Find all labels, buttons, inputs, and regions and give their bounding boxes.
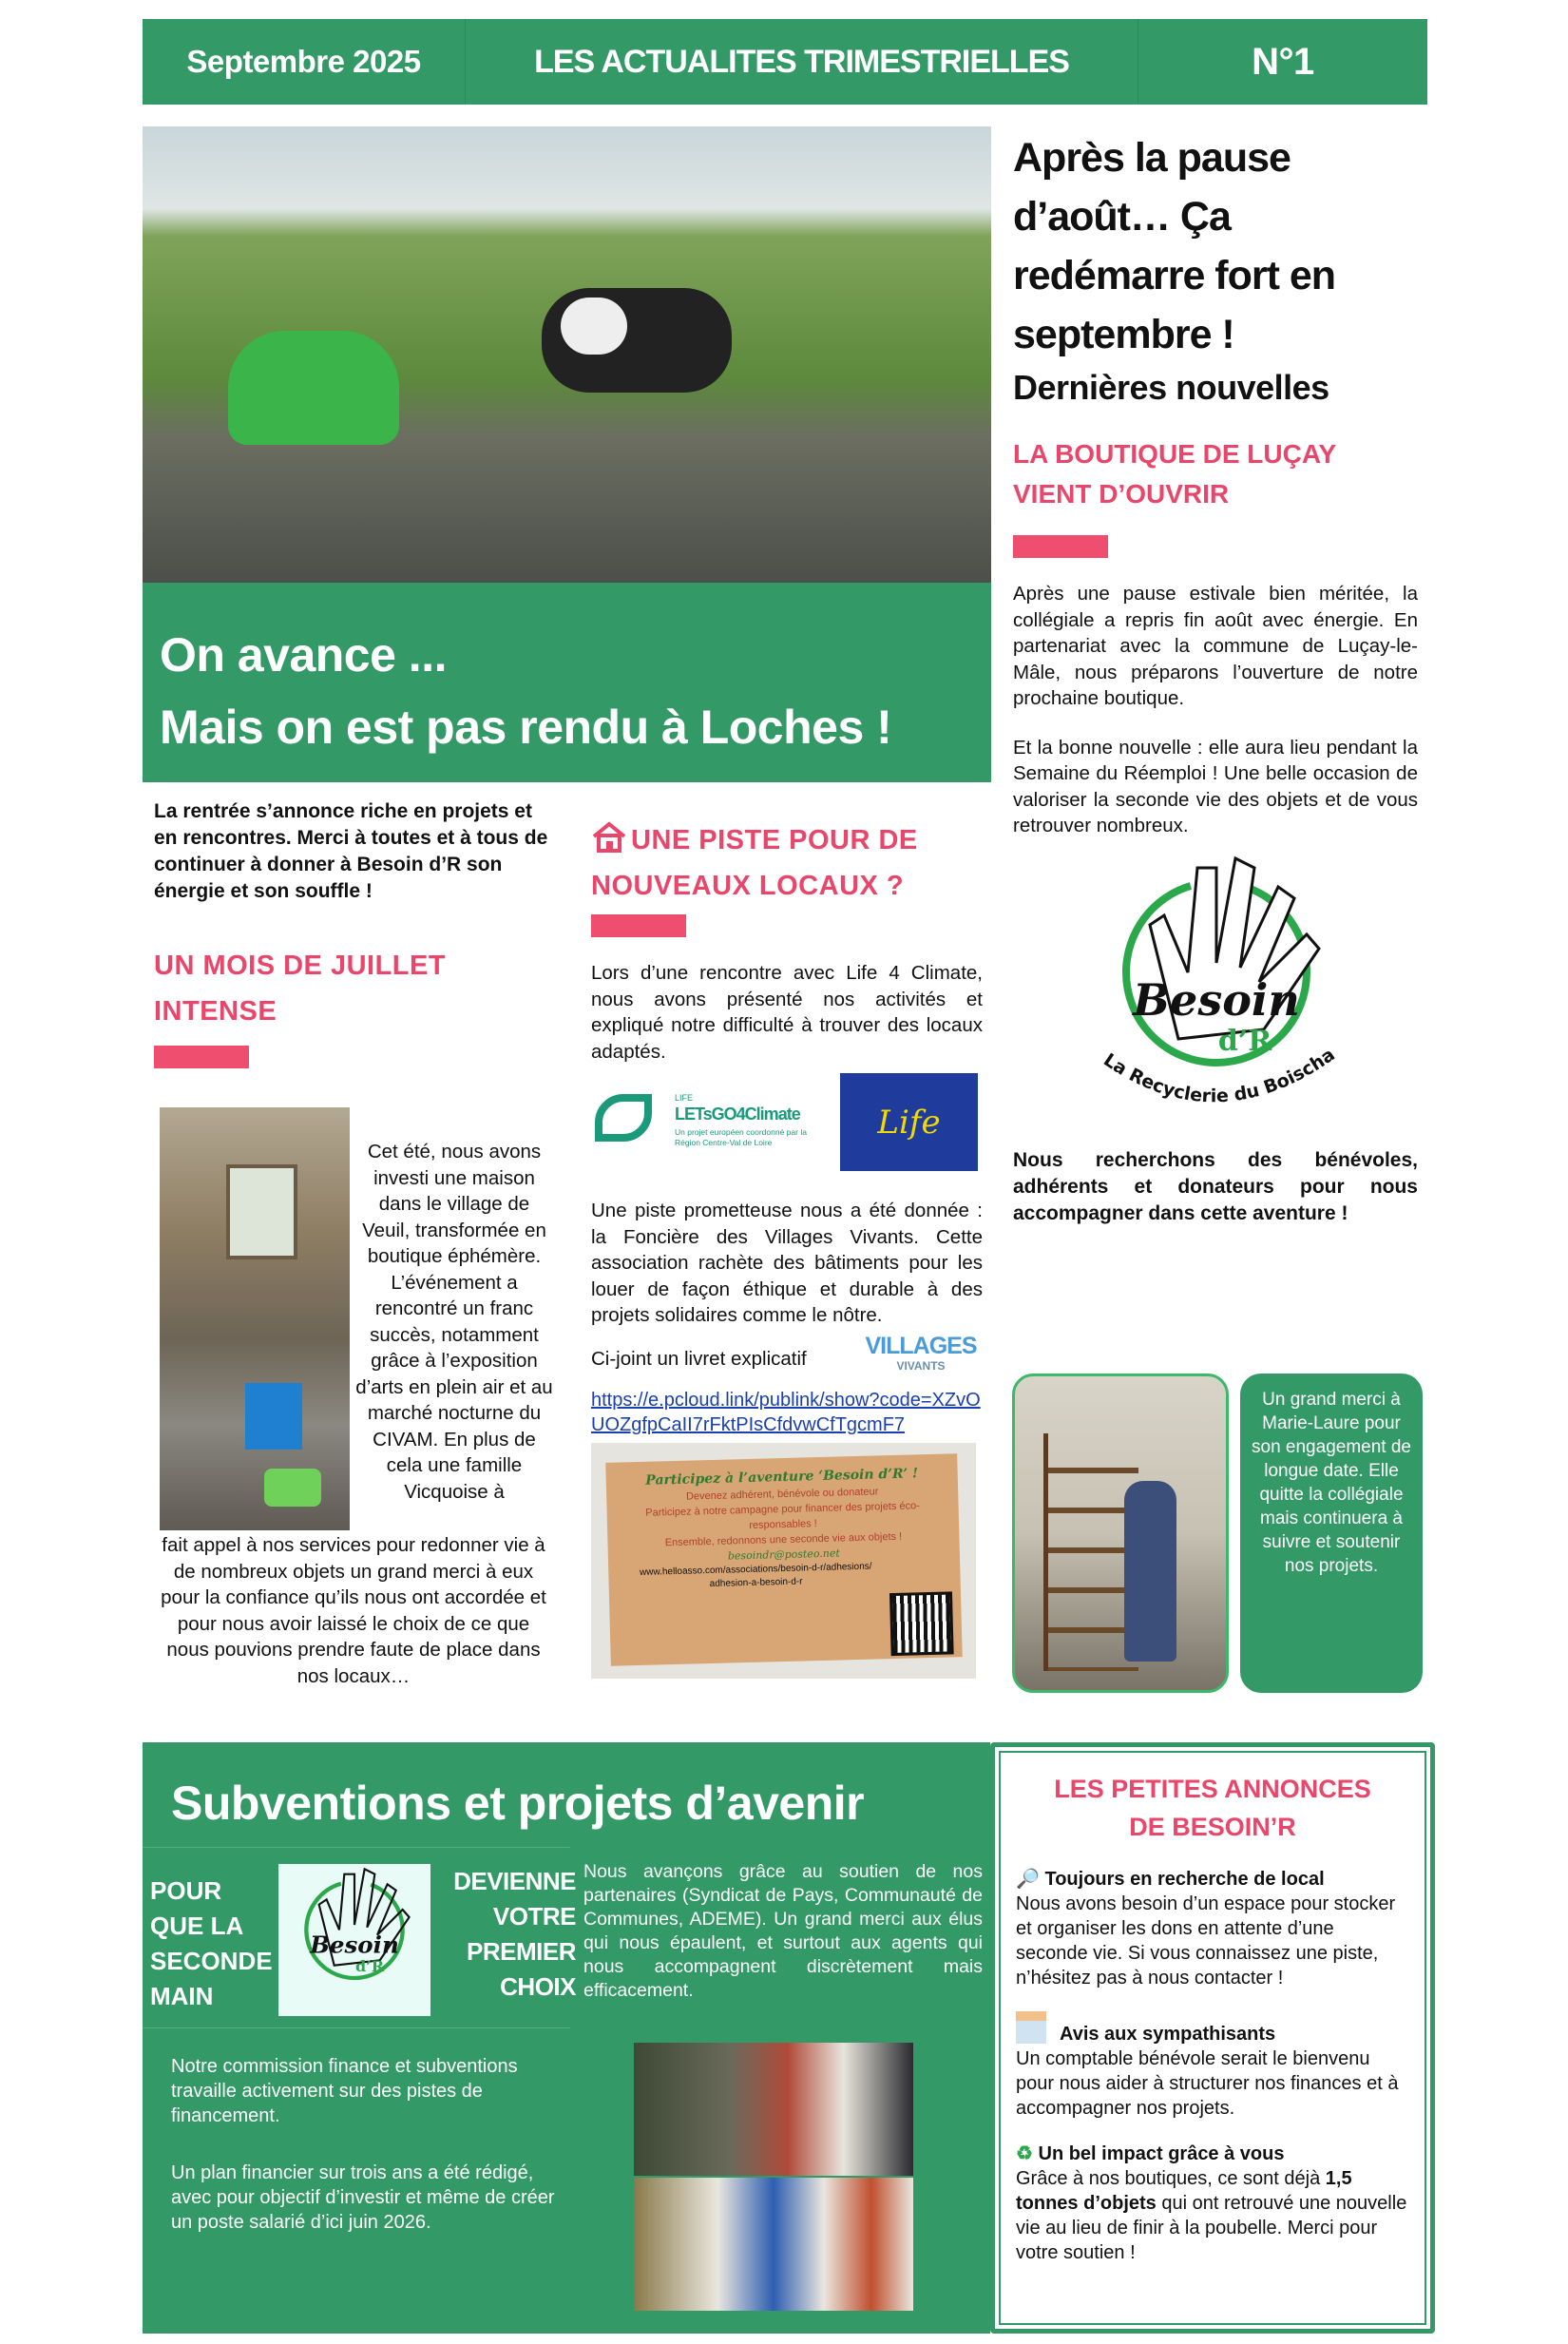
annonces-title: LES PETITES ANNONCES DE BESOIN’R <box>1054 1775 1371 1841</box>
flyer-image <box>591 1443 976 1679</box>
flyer-url: www.helloasso.com/associations/besoin-d-r/adhesions/adhesion-a-besoin-d-r <box>639 1561 872 1589</box>
toy-mower-shape <box>264 1469 321 1507</box>
boutique-heading: LA BOUTIQUE DE LUÇAY VIENT D’OUVRIR <box>1013 439 1336 509</box>
flyer-card <box>605 1453 962 1666</box>
banner-line-2: Mais on est pas rendu à Loches ! <box>160 701 892 754</box>
annonce-highlight: 1,5 tonnes d’objets <box>1016 2168 1352 2214</box>
locaux-heading <box>591 817 983 909</box>
eu-life-logo <box>840 1073 978 1171</box>
svg-text:Besoin: Besoin <box>310 1931 399 1959</box>
hero-photo-horse-cart <box>143 126 991 583</box>
divider <box>143 1847 570 1848</box>
slogan-left: POUR QUE LA SECONDE MAIN <box>150 1876 273 2010</box>
locaux-paragraph-1: Lors d’une rencontre avec Life 4 Climate, nous avons présenté nos activités et expliqué notre difficulté à trouver des locaux adaptés. <box>591 962 983 1063</box>
window-shape <box>226 1164 297 1259</box>
annonce-title: Un bel impact grâce à vous <box>1038 2143 1285 2164</box>
qr-code[interactable] <box>892 1594 951 1653</box>
house-icon <box>591 820 627 853</box>
flyer-email: besoindr@posteo.net <box>727 1546 840 1563</box>
finance-paragraph-2: Un plan financier sur trois ans a été rédigé, avec pour objectif d’investir et même de créer un poste salarié d’ici juin 2026. <box>171 2162 555 2233</box>
annonces-box <box>990 1742 1435 2334</box>
villages-vivants-logo <box>859 1333 983 1373</box>
flyer-line-3: Ensemble, redonnons une seconde vie aux objets ! <box>664 1530 903 1548</box>
person-shape <box>1124 1481 1176 1662</box>
besoin-dr-logo <box>1074 849 1359 1134</box>
left-column <box>154 798 553 1689</box>
volunteer-appeal: Nous recherchons des bénévoles, adhérents et donateurs pour nous accompagner dans cette aventure ! <box>1013 1148 1418 1224</box>
locaux-paragraph-2: Une piste prometteuse nous a été donnée : la Foncière des Villages Vivants. Cette association rachète des bâtiments pour les louer de façon éthique et durable à des projets solidaires comme le nôtre. <box>591 1200 983 1326</box>
annonce-item <box>1016 2142 1409 2265</box>
pink-divider <box>1013 535 1108 558</box>
recycling-hand-logo-icon <box>1074 849 1359 1134</box>
partners-paragraph: Nous avançons grâce au soutien de nos partenaires (Syndicat de Pays, Communauté de Communes, ADEME). Un grand merci aux élus qui nous épaulent, et surtout aux agents qui nous accompagnent discrètement mais efficacement. <box>583 1861 983 2001</box>
intro-text: La rentrée s’annonce riche en projets et en rencontres. Merci à toutes et à tous de continuer à donner à Besoin d’R son énergie et son souffle ! <box>154 800 548 902</box>
pink-divider <box>591 914 686 937</box>
partner-logos-row <box>591 1070 983 1175</box>
annonce-title: Toujours en recherche de local <box>1044 1869 1325 1890</box>
livret-link[interactable]: https://e.pcloud.link/publink/show?code=XZvOUOZgfpCaII7rFktPIsCfdvwCfTgcmF7 <box>591 1388 983 1437</box>
flyer-title: Participez à l’aventure ‘Besoin d’R’ ! <box>645 1465 919 1489</box>
right-title: Après la pause d’août… Ça redémarre fort en septembre ! <box>1013 135 1336 357</box>
blue-box-shape <box>245 1383 302 1450</box>
boutique-paragraph-1: Après une pause estivale bien méritée, la collégiale a repris fin août avec énergie. En partenariat avec la commune de Luçay-le-Mâle, nous préparons l’ouverture de notre prochaine boutique. <box>1013 583 1418 709</box>
photo-meeting-2 <box>634 2178 913 2311</box>
annonce-text: Un comptable bénévole serait le bienvenu pour nous aider à structurer nos finances et à accompagner nos projets. <box>1016 2048 1399 2119</box>
letsgo-text: LETsGO4Climate <box>675 1105 800 1124</box>
juillet-article <box>154 1105 553 1689</box>
vivants-text: VIVANTS <box>896 1358 946 1373</box>
photo-marie-laure <box>1012 1374 1229 1693</box>
right-column <box>1013 128 1418 1227</box>
annonce-text <box>1016 2166 1409 2265</box>
boutique-paragraph-2: Et la bonne nouvelle : elle aura lieu pendant la Semaine du Réemploi ! Une belle occasion de valoriser la seconde vie des objets et de vous retrouver nombreux. <box>1013 736 1418 836</box>
headline-banner <box>143 583 991 782</box>
horse-patch <box>561 298 627 355</box>
villages-text: VILLAGES <box>865 1332 977 1359</box>
svg-text:d’R: d’R <box>354 1957 385 1976</box>
annonce-title: Avis aux sympathisants <box>1060 2024 1276 2045</box>
leaf-shape <box>595 1094 652 1142</box>
juillet-text-side: Cet été, nous avons investi une maison dans le village de Veuil, transformée en boutique éphémère. L’événement a rencontré un franc succès, notamment grâce à l’exposition d’arts en plein air et au marché nocturne du CIVAM. En plus de cela une famille Vicquoise à <box>355 1141 553 1503</box>
annonce-item <box>1016 2011 1409 2121</box>
divider <box>143 2027 570 2028</box>
livret-row <box>591 1333 983 1373</box>
newsletter-header <box>143 19 1427 105</box>
pink-divider <box>154 1046 249 1068</box>
besoin-dr-small-logo <box>278 1864 430 2016</box>
svg-text:La Recyclerie du Boischaut Nor: La Recyclerie du Boischa <box>1100 1043 1339 1106</box>
banner-line-1: On avance ... <box>160 628 447 682</box>
life-small-text: LIFE <box>675 1093 694 1103</box>
magnifier-icon: 🔎 <box>1016 1869 1040 1890</box>
annonce-text-b: qui ont retrouvé une nouvelle vie au lieu de finir à la poubelle. Merci pour votre soutien ! <box>1016 2193 1407 2263</box>
right-subtitle: Dernières nouvelles <box>1013 368 1329 407</box>
svg-text:Besoin: Besoin <box>1133 973 1300 1026</box>
middle-column <box>591 817 983 1679</box>
photo-boutique-ephemere <box>160 1107 350 1530</box>
juillet-text-below: fait appel à nos services pour redonner vie à de nombreux objets un grand merci à eux pour la confiance qu’ils nous ont accordée et pour nous avoir laissé le choix de ce que nous pouvions prendre faute de place dans nos locaux… <box>161 1534 546 1687</box>
green-car-shape <box>228 331 399 445</box>
slogan-right: DEVIENNE VOTRE PREMIER CHOIX <box>453 1867 576 2001</box>
recycling-hand-logo-icon <box>278 1864 430 2016</box>
finance-paragraph-1: Notre commission finance et subventions travaille activement sur des pistes de financement. <box>171 2056 518 2126</box>
annonce-text: Nous avons besoin d’un espace pour stocker et organiser les dons en attente d’une seconde vie. Si vous connaissez une piste, n’hésitez pas à nous contacter ! <box>1016 1893 1396 1989</box>
eu-life-text: Life <box>877 1103 941 1142</box>
livret-text: Ci-joint un livret explicatif <box>591 1348 807 1370</box>
recycle-icon: ♻ <box>1016 2143 1033 2164</box>
locaux-heading-text: UNE PISTE POUR DE NOUVEAUX LOCAUX ? <box>591 825 918 901</box>
subventions-title: Subventions et projets d’avenir <box>171 1777 865 1830</box>
annonce-text-a: Grâce à nos boutiques, ce sont déjà <box>1016 2168 1326 2189</box>
photo-meeting-1 <box>634 2043 913 2176</box>
issue-number: N°1 <box>1252 40 1314 83</box>
flyer-line-1: Devenez adhérent, bénévole ou donateur <box>685 1485 879 1503</box>
annonce-item <box>1016 1867 1409 1990</box>
accountant-icon <box>1016 2011 1046 2044</box>
newsletter-title: LES ACTUALITES TRIMESTRIELLES <box>466 19 1138 105</box>
juillet-heading: UN MOIS DE JUILLET INTENSE <box>154 951 447 1027</box>
subventions-section <box>143 1742 990 2334</box>
letsgo-subtitle: Un projet européen coordonné par la Région Centre-Val de Loire <box>675 1127 807 1147</box>
flyer-line-2: Participez à notre campagne pour financer des projets éco-responsables ! <box>645 1499 921 1531</box>
svg-text:d’R: d’R <box>1217 1024 1272 1058</box>
issue-date: Septembre 2025 <box>143 19 466 105</box>
letsgo4climate-logo <box>591 1070 836 1170</box>
merci-box: Un grand merci à Marie-Laure pour son engagement de longue date. Elle quitte la collégiale mais continuera à suivre et soutenir nos projets. <box>1240 1374 1423 1693</box>
